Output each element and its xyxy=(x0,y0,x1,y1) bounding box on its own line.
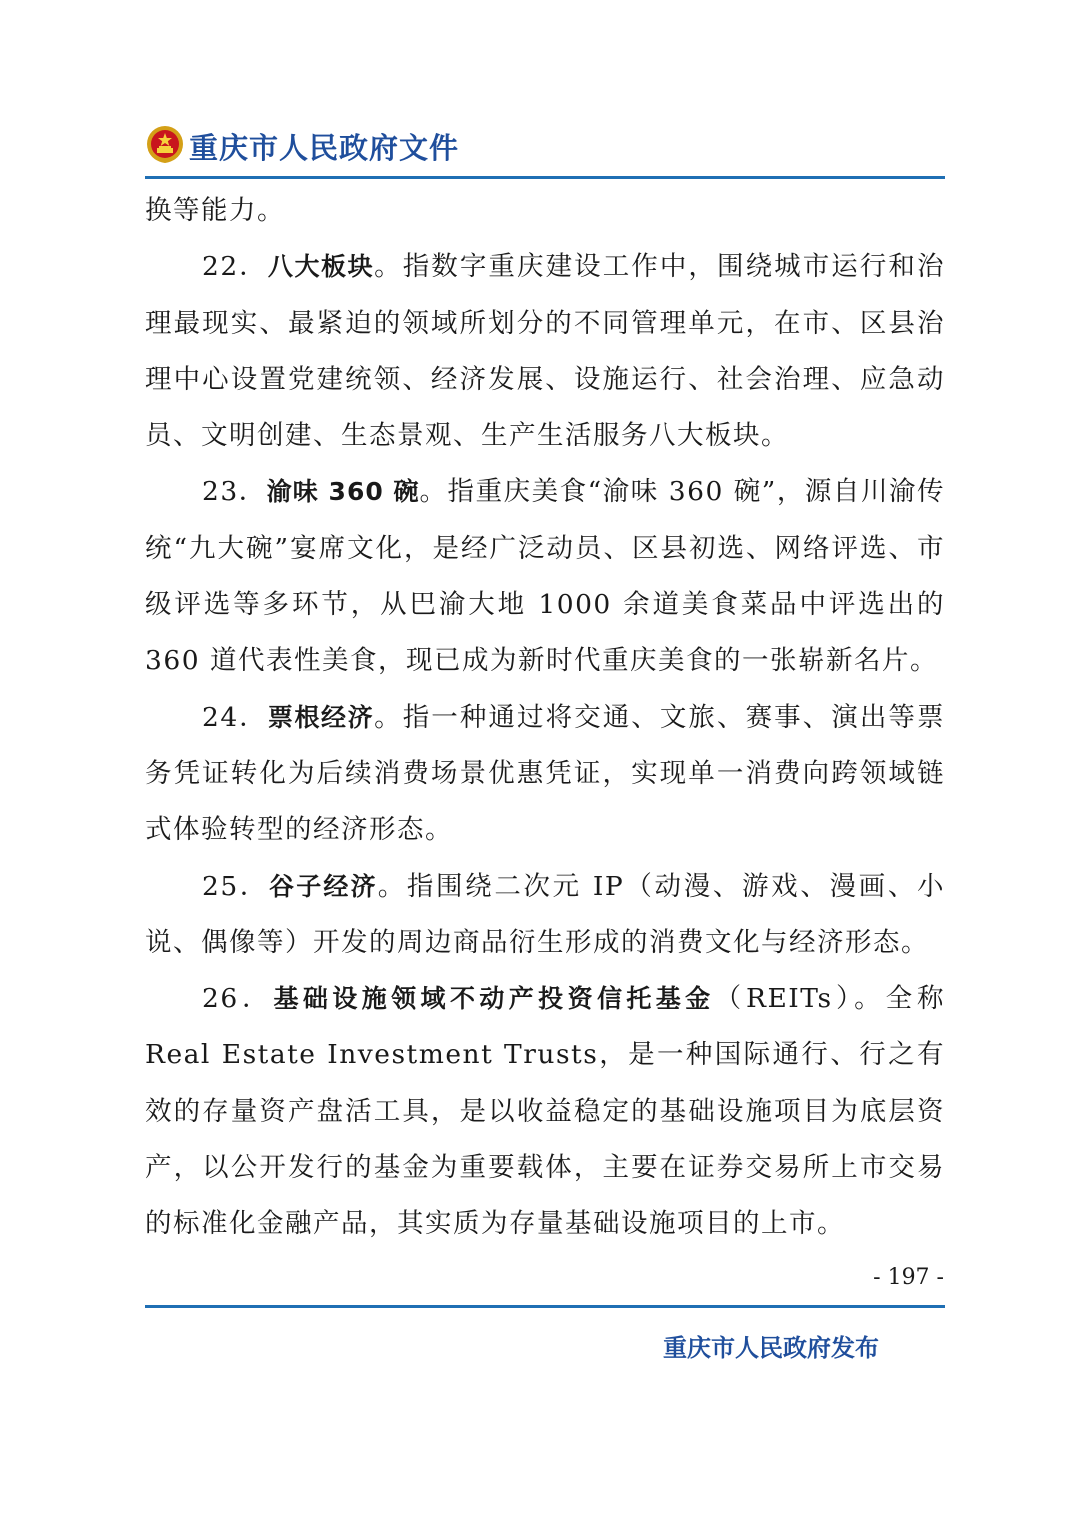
item-number: 26． xyxy=(202,983,274,1015)
paragraph-text: 。指数字重庆建设工作中，围绕城市运行和治理最现实、最紧迫的领域所划分的不同管理单元，在市、区县治理中心设置党建统领、经济发展、设施运行、社会治理、应急动员、文明创建、生态景观、生产生活服务八大板块。 xyxy=(145,251,945,452)
item-term: 渝味 360 碗 xyxy=(266,477,420,507)
item-term: 八大板块 xyxy=(267,252,375,282)
paragraph-text: （REITs）。全称 Real Estate Investment Trusts，是一种国际通行、行之有效的存量资产盘活工具，是以收益稳定的基础设施项目为底层资产，以公开发行的基金为重要载体，主要在证券交易所上市交易的标准化金融产品，其实质为存量基础设施项目的上市。 xyxy=(145,983,945,1240)
national-emblem-icon xyxy=(145,124,185,164)
page-number: - 197 - xyxy=(873,1265,944,1290)
paragraph-term-25 xyxy=(145,859,945,972)
footer-divider xyxy=(145,1305,945,1308)
item-term: 基础设施领域不动产投资信托基金 xyxy=(273,984,715,1014)
paragraph-term-24 xyxy=(145,690,945,859)
item-term: 谷子经济 xyxy=(269,871,378,901)
footer-publisher: 重庆市人民政府发布 xyxy=(663,1334,879,1362)
paragraph-text: 。指一种通过将交通、文旅、赛事、演出等票务凭证转化为后续消费场景优惠凭证，实现单一消费向跨领域链式体验转型的经济形态。 xyxy=(145,701,945,846)
item-number: 23． xyxy=(202,476,267,508)
paragraph-text: 换等能力。 xyxy=(145,195,285,226)
item-number: 24． xyxy=(202,701,268,733)
header-divider xyxy=(145,176,945,179)
paragraph-term-23 xyxy=(145,464,945,689)
paragraph-term-22 xyxy=(145,239,945,464)
document-header xyxy=(145,120,945,180)
document-body xyxy=(145,183,945,1253)
item-term: 票根经济 xyxy=(267,702,375,732)
paragraph-text: 。指重庆美食“渝味 360 碗”，源自川渝传统“九大碗”宴席文化，是经广泛动员、区县初选、网络评选、市级评选等多环节，从巴渝大地 1000 余道美食菜品中评选出的 360 道代表性美食，现已成为新时代重庆美食的一张崭新名片。 xyxy=(145,476,945,677)
paragraph-text: 。指围绕二次元 IP（动漫、游戏、漫画、小说、偶像等）开发的周边商品衍生形成的消费文化与经济形态。 xyxy=(145,870,945,958)
document-header-title: 重庆市人民政府文件 xyxy=(189,131,460,165)
paragraph-continuation xyxy=(145,183,945,239)
item-number: 22． xyxy=(202,251,268,283)
paragraph-term-26 xyxy=(145,971,945,1252)
item-number: 25． xyxy=(202,870,270,902)
